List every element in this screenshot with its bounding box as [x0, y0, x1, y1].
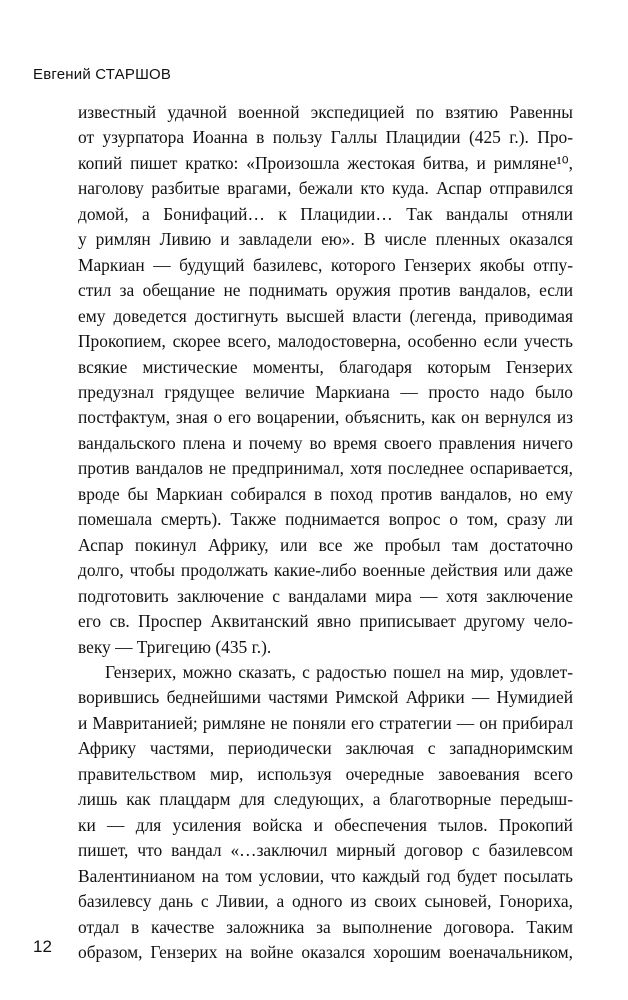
- text-line: против вандалов не предпринимал, хотя последнее оспаривается,: [78, 458, 573, 479]
- paragraph-2: [78, 660, 573, 965]
- text-line: вандальского плена и почему во время своего правления ничего: [78, 432, 573, 453]
- text-line: Африку частями, периодически заключая с западноримским: [78, 738, 573, 759]
- text-line: домой, а Бонифаций… к Плацидии… Так вандалы отняли: [78, 203, 573, 224]
- text-line: стил за обещание не поднимать оружия против вандалов, если: [78, 280, 573, 301]
- text-line: Прокопием, скорее всего, малодостоверна, особенно если учесть: [78, 331, 573, 352]
- page-number: 12: [33, 937, 52, 956]
- text-line: ки — для усиления войска и обеспечения тылов. Прокопий: [78, 814, 573, 835]
- text-line: вроде бы Маркиан собирался в поход против вандалов, но ему: [78, 483, 573, 504]
- text-line: Аспар покинул Африку, или все же пробыл там достаточно: [78, 534, 573, 555]
- text-line: постфактум, зная о его воцарении, объяснить, как он вернулся из: [78, 407, 573, 428]
- text-line: базилевсу дань с Ливии, а одного из своих сыновей, Гонориха,: [78, 891, 573, 912]
- text-line: веку — Тригецию (435 г.).: [78, 636, 272, 657]
- text-line: долго, чтобы продолжать какие-либо военные действия или даже: [78, 560, 573, 581]
- text-line: отдал в качестве заложника за выполнение договора. Таким: [78, 916, 573, 937]
- text-line: наголову разбитые врагами, бежали кто куда. Аспар отправился: [78, 178, 573, 199]
- text-line: ворившись беднейшими частями Римской Африки — Нумидией: [78, 687, 573, 708]
- text-line: Гензерих, можно сказать, с радостью пошел на мир, удовлет-: [105, 661, 573, 682]
- text-line: и Мавританией; римляне не поняли его стратегии — он прибирал: [78, 712, 573, 733]
- text-line: помешала смерть). Также поднимается вопрос о том, сразу ли: [78, 509, 573, 530]
- paragraph-1: [78, 100, 573, 660]
- body-text: [78, 100, 573, 965]
- text-line: ему доведется достигнуть высшей власти (легенда, приводимая: [78, 305, 573, 326]
- text-line: его св. Проспер Аквитанский явно приписывает другому чело-: [78, 611, 573, 632]
- text-line: предузнал грядущее величие Маркиана — просто надо было: [78, 381, 573, 402]
- text-line: известный удачной военной экспедицией по взятию Равенны: [78, 102, 573, 122]
- text-line: Маркиан — будущий базилевс, которого Гензерих якобы отпу-: [78, 254, 573, 275]
- running-head: Евгений СТАРШОВ: [33, 66, 172, 83]
- text-line: подготовить заключение с вандалами мира — хотя заключение: [78, 585, 573, 606]
- text-line: образом, Гензерих на войне оказался хорошим военачальником,: [78, 941, 573, 962]
- text-line: правительством мир, используя очередные завоевания всего: [78, 763, 573, 784]
- text-line: всякие мистические моменты, благодаря которым Гензерих: [78, 356, 573, 377]
- text-line: лишь как плацдарм для следующих, а благотворные передыш-: [78, 789, 573, 810]
- text-line: пишет, что вандал «…заключил мирный договор с базилевсом: [78, 840, 573, 861]
- text-line: у римлян Ливию и завладели ею». В числе пленных оказался: [78, 229, 573, 250]
- text-line: копий пишет кратко: «Произошла жестокая битва, и римляне¹⁰,: [78, 152, 573, 173]
- text-line: от узурпатора Иоанна в пользу Галлы Плацидии (425 г.). Про-: [78, 127, 573, 148]
- text-line: Валентинианом на том условии, что каждый год будет посылать: [78, 865, 573, 886]
